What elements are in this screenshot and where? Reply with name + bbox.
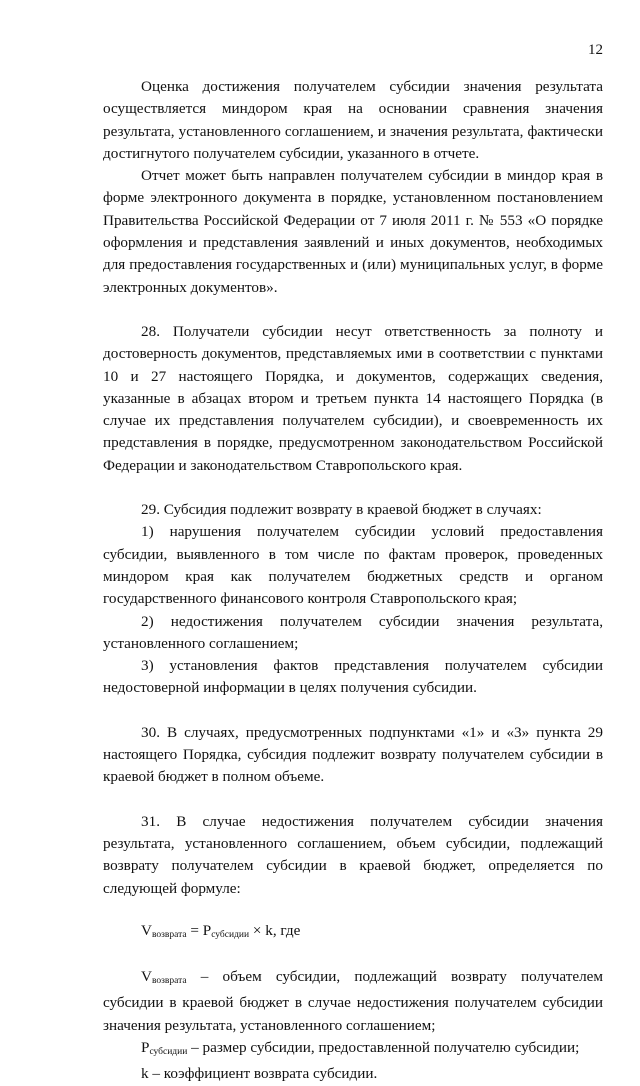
formula-v-subscript: возврата	[151, 929, 187, 940]
formula-p: P	[202, 921, 212, 939]
definition-v-text: – объем субсидии, подлежащий возврату получателем субсидии в краевой бюджет в случае недостижения получателем субсидии значения результата, установленного соглашением;	[103, 968, 603, 1034]
paragraph-29-item-3: 3) установления фактов представления получателем субсидии недостоверной информации в целях получения субсидии.	[103, 657, 603, 697]
definition-v-subscript: возврата	[151, 976, 187, 987]
paragraph-29-item-2: 2) недостижения получателем субсидии значения результата, установленного соглашением;	[103, 612, 603, 652]
formula-rest: × k, где	[249, 921, 301, 939]
definition-p-symbol: P	[141, 1038, 150, 1056]
formula-v: V	[141, 921, 152, 939]
document-body	[103, 0, 603, 1086]
paragraph-29: 29. Субсидия подлежит возврату в краевой бюджет в случаях:	[141, 501, 542, 519]
paragraph-31: 31. В случае недостижения получателем субсидии значения результата, установленного соглашением, объем субсидии, подлежащий возврату получателем субсидии в краевой бюджет, определяется по следующей формуле:	[103, 812, 603, 897]
formula-equals: =	[186, 921, 203, 939]
definition-v-return	[103, 966, 603, 1037]
definition-p-text: – размер субсидии, предоставленной получателю субсидии;	[187, 1038, 580, 1056]
formula-p-subscript: субсидии	[211, 929, 250, 940]
paragraph-28: 28. Получатели субсидии несут ответственность за полноту и достоверность документов, представляемых ими в соответствии с пунктами 10 и 27 настоящего Порядка, и документов, содержащих сведения, указанные в абзацах втором и третьем пункта 14 настоящего Порядка (в случае их представления получателем субсидии), и своевременность их представления в порядке, предусмотренном законодательством Российской Федерации и законодательством Ставропольского края.	[103, 322, 603, 474]
paragraph-30: 30. В случаях, предусмотренных подпунктами «1» и «3» пункта 29 настоящего Порядка, субсидия подлежит возврату получателем субсидии в краевой бюджет в полном объеме.	[103, 723, 603, 786]
paragraph-evaluation: Оценка достижения получателем субсидии значения результата осуществляется миндором края на основании сравнения значения результата, установленного соглашением, и значения результата, фактически достигнутого получателем субсидии, указанного в отчете.	[103, 78, 603, 162]
definition-p-subscript: субсидии	[149, 1046, 188, 1057]
paragraph-report-electronic: Отчет может быть направлен получателем субсидии в миндор края в форме электронного документа в порядке, установленном постановлением Правительства Российской Федерации от 7 июля 2011 г. № 553 «О порядке оформления и представления заявлений и иных документов, необходимых для предоставления государственных и (или) муниципальных услуг, в форме электронных документов».	[103, 167, 603, 296]
definition-p-subsidy	[103, 1037, 603, 1063]
paragraph-29-item-1: 1) нарушения получателем субсидии условий предоставления субсидии, выявленного в том числе по фактам проверок, проведенных миндором края как получателем бюджетных средств и органом государственного финансового контроля Ставропольского края;	[103, 523, 603, 608]
formula	[141, 920, 603, 946]
definition-k: k – коэффициент возврата субсидии.	[141, 1065, 378, 1083]
definition-v-symbol: V	[141, 968, 152, 986]
page-number: 12	[588, 42, 603, 58]
